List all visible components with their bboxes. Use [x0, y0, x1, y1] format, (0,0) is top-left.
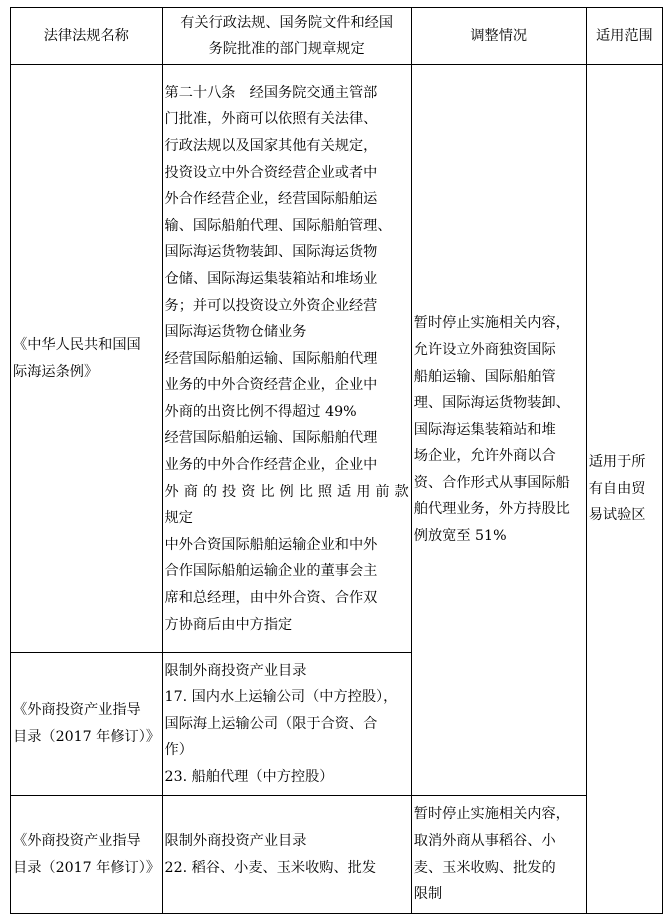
header-adjustment: 调整情况	[411, 8, 586, 65]
adjustment-line: 暂时停止实施相关内容，	[413, 315, 570, 332]
provision-line: 业务的中外合资经营企业，企业中	[164, 377, 378, 394]
header-scope: 适用范围	[586, 8, 662, 65]
provision-line: 合作国际船舶运输企业的董事会主	[164, 563, 378, 580]
provision-line: 务；并可以投资设立外资企业经营	[164, 297, 378, 314]
provision-line: 行政法规以及国家其他有关规定，	[164, 137, 378, 154]
law-name-cell	[11, 65, 163, 653]
adjustment-line: 暂时停止实施相关内容，	[413, 806, 570, 823]
law-name-cell	[11, 796, 163, 914]
law-name-line: 目录（2017 年修订）》	[13, 859, 160, 876]
adjustment-line: 船舶运输、国际船舶管	[413, 368, 556, 385]
provision-line: 门批准，外商可以依照有关法律、	[164, 111, 378, 128]
provision-line: 经营国际船舶运输、国际船舶代理	[164, 430, 378, 447]
provision-line: 外合作经营企业，经营国际船舶运	[164, 191, 378, 208]
regulations-table	[10, 7, 663, 914]
adjustment-line: 资、合作形式从事国际船	[413, 474, 570, 491]
provision-line: 仓储、国际海运集装箱站和堆场业	[164, 270, 378, 287]
provision-line: 业务的中外合作经营企业，企业中	[164, 457, 378, 474]
provision-line: 方协商后由中方指定	[164, 616, 293, 633]
provision-cell	[162, 653, 411, 796]
provision-line: 中外合资国际船舶运输企业和中外	[164, 536, 378, 553]
law-name-line: 《中华人民共和国国	[13, 336, 141, 353]
provision-line: 17. 国内水上运输公司（中方控股），	[164, 689, 398, 706]
provision-line: 限制外商投资产业目录	[164, 832, 307, 849]
adjustment-line: 麦、玉米收购、批发的	[413, 859, 556, 876]
provision-line: 22. 稻谷、小麦、玉米收购、批发	[164, 859, 377, 876]
adjustment-line: 取消外商从事稻谷、小	[413, 832, 556, 849]
scope-cell	[586, 65, 662, 914]
header-provisions-line: 务院批准的部门规章规定	[208, 41, 365, 57]
provision-line: 规定	[164, 510, 193, 527]
scope-line: 有自由贸	[588, 480, 646, 497]
adjustment-line: 舶代理业务，外方持股比	[413, 501, 570, 518]
provision-line: 国际海运货物装卸、国际海运货物	[164, 244, 378, 261]
adjustment-line: 场企业，允许外商以合	[413, 448, 556, 465]
adjustment-cell	[411, 65, 586, 796]
adjustment-line: 例放宽至 51%	[413, 528, 507, 545]
provision-line: 国际海运货物仓储业务	[164, 324, 307, 341]
provision-line: 第二十八条 经国务院交通主管部	[164, 84, 378, 101]
law-name-line: 际海运条例》	[13, 363, 99, 380]
provision-line: 23. 船舶代理（中方控股）	[164, 768, 334, 785]
provision-line: 国际海上运输公司（限于合资、合	[164, 715, 378, 732]
provision-line: 作）	[164, 742, 193, 759]
provision-line: 投资设立中外合资经营企业或者中	[164, 164, 378, 181]
provision-line: 限制外商投资产业目录	[164, 662, 307, 679]
provision-line: 外商的出资比例不得超过 49%	[164, 403, 357, 420]
table-row	[11, 796, 663, 914]
provision-line: 输、国际船舶代理、国际船舶管理、	[164, 217, 392, 234]
scope-line: 易试验区	[588, 507, 646, 524]
provision-line: 席和总经理，由中外合资、合作双	[164, 590, 378, 607]
provision-cell	[162, 65, 411, 653]
adjustment-line: 允许设立外商独资国际	[413, 341, 556, 358]
table-row	[11, 65, 663, 653]
provision-line: 外商的投资比例比照适用前款	[164, 483, 409, 500]
adjustment-cell	[411, 796, 586, 914]
header-provisions	[162, 8, 411, 65]
adjustment-line: 理、国际海运货物装卸、	[413, 395, 570, 412]
table-header-row	[11, 8, 663, 65]
scope-line: 适用于所	[588, 454, 646, 471]
adjustment-line: 国际海运集装箱站和堆	[413, 421, 556, 438]
law-name-line: 《外商投资产业指导	[13, 832, 141, 849]
law-name-line: 《外商投资产业指导	[13, 702, 141, 719]
header-provisions-line: 有关行政法规、国务院文件和经国	[180, 15, 394, 31]
header-law-name: 法律法规名称	[11, 8, 163, 65]
law-name-cell	[11, 653, 163, 796]
provision-line: 经营国际船舶运输、国际船舶代理	[164, 350, 378, 367]
provision-cell	[162, 796, 411, 914]
law-name-line: 目录（2017 年修订）》	[13, 729, 160, 745]
adjustment-line: 限制	[413, 886, 443, 903]
